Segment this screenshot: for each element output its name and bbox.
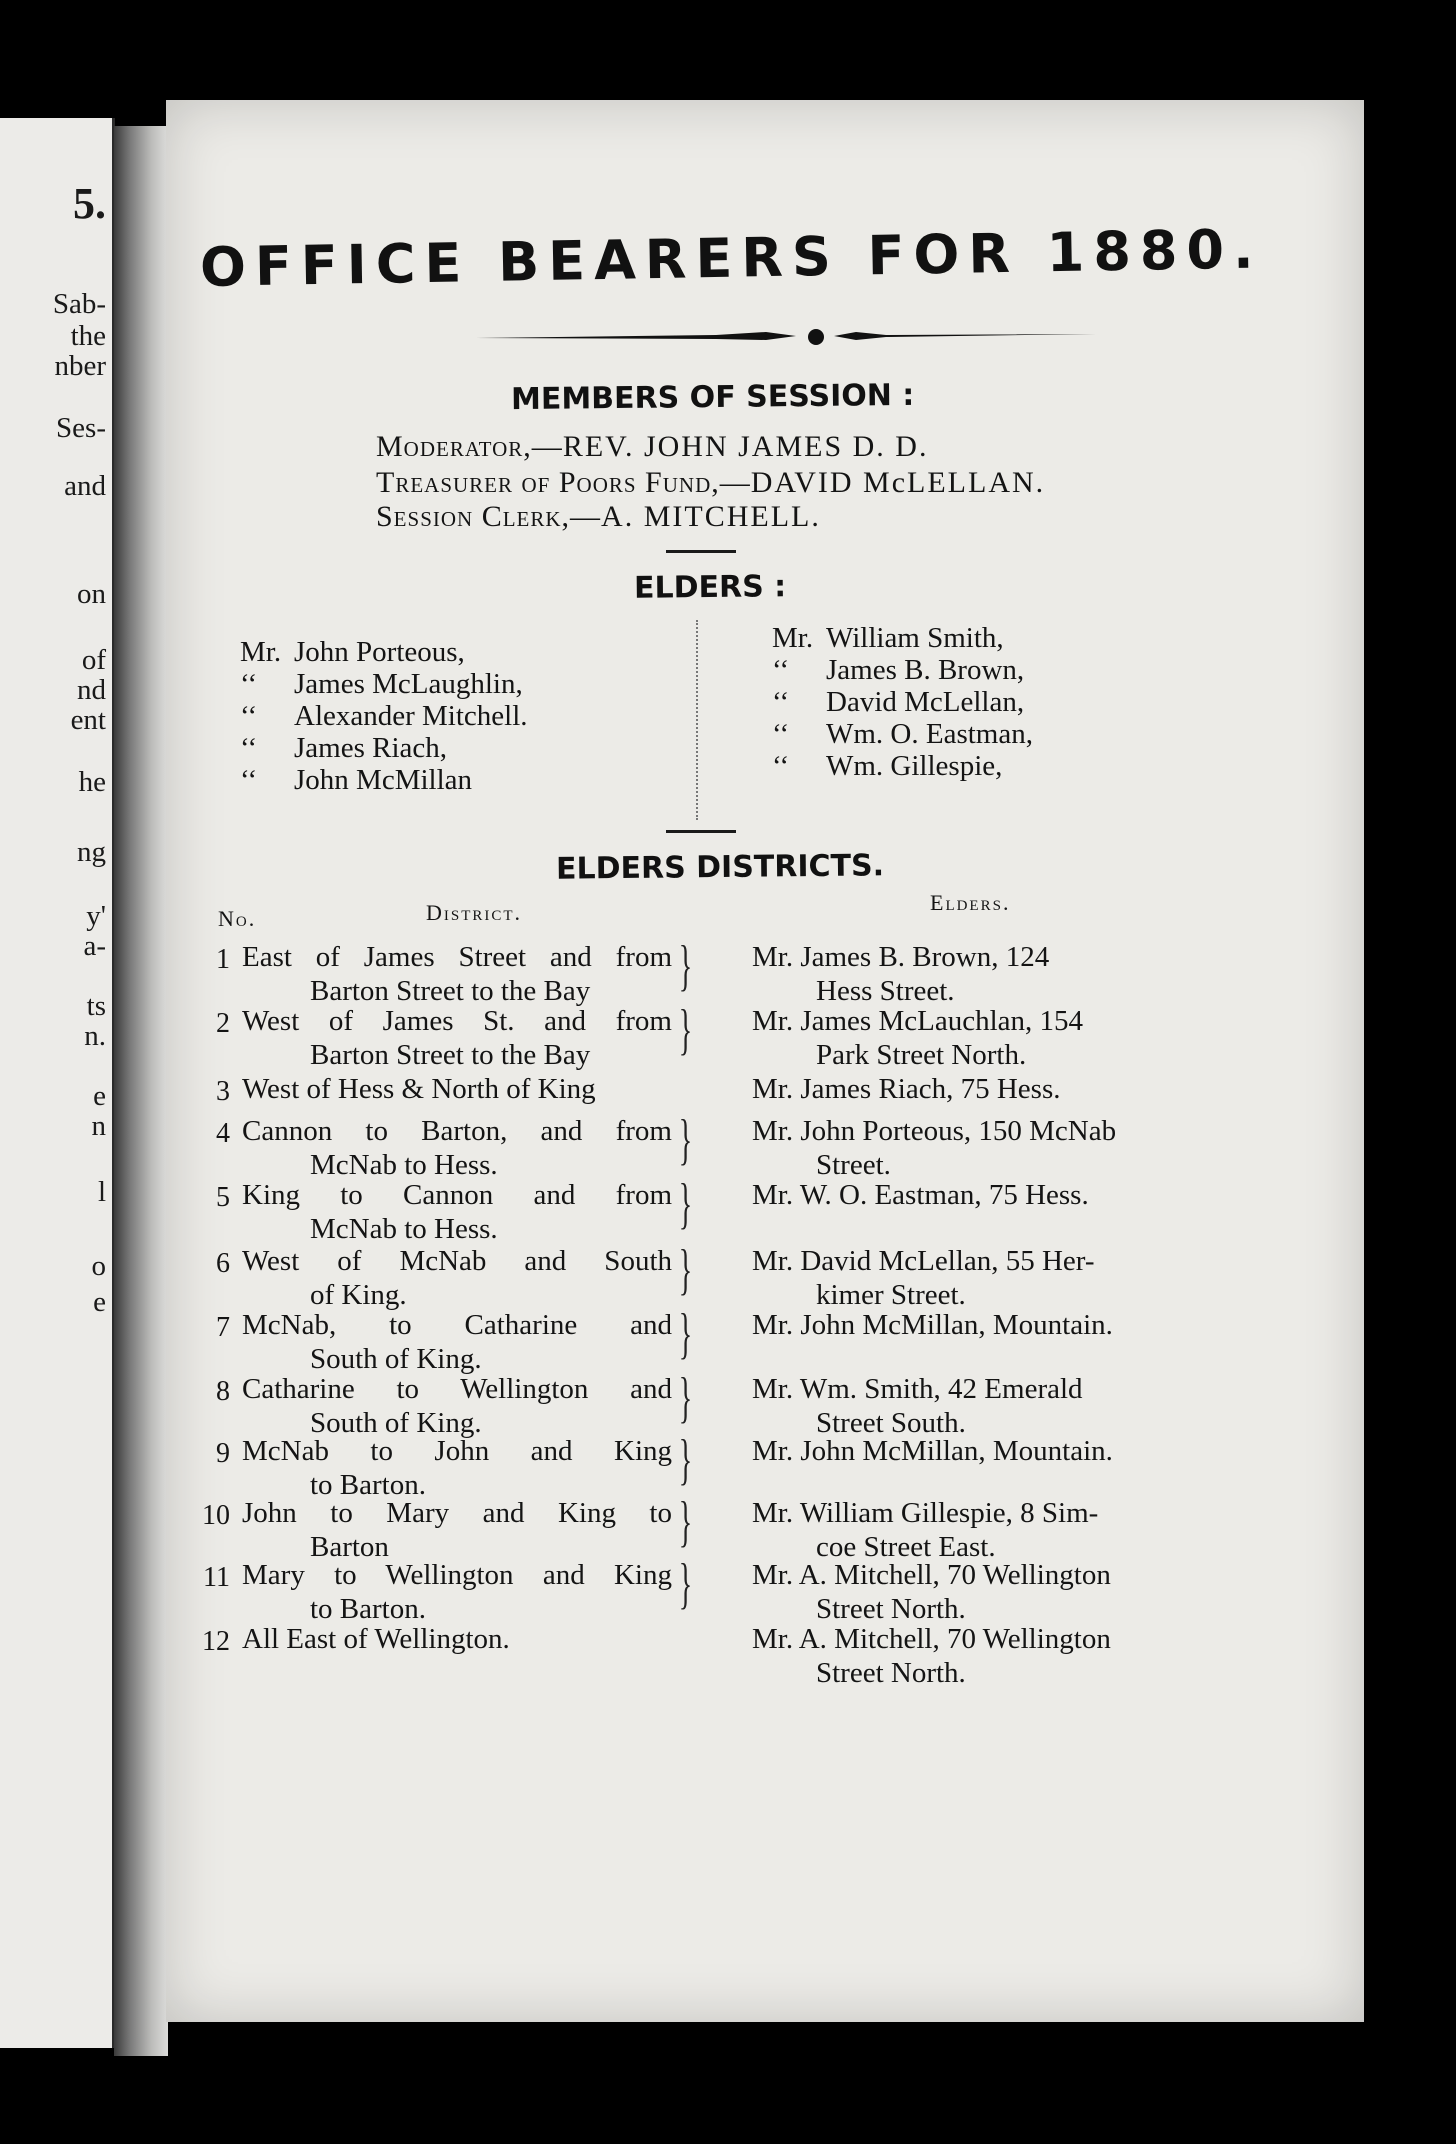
elder-name: James McLaughlin, xyxy=(294,668,523,700)
district-elder xyxy=(752,1622,1222,1690)
left-page-fragment: y' xyxy=(86,900,106,932)
session-role: Moderator,— xyxy=(376,430,563,463)
left-page-fragment: and xyxy=(64,470,106,502)
district-elder-line-2: Street North. xyxy=(816,1657,966,1689)
elder-left-5 xyxy=(240,764,472,797)
elder-left-1 xyxy=(240,636,465,669)
district-elder-line-1: Mr. James McLauchlan, 154 xyxy=(752,1005,1084,1037)
elder-prefix: Mr. xyxy=(240,636,282,668)
district-number: 12 xyxy=(202,1626,230,1657)
elder-left-3 xyxy=(240,700,528,733)
elder-right-3 xyxy=(772,686,1024,719)
elder-name: Alexander Mitchell. xyxy=(294,700,528,732)
left-page-fragment: nd xyxy=(77,674,106,706)
district-description xyxy=(242,940,672,1008)
district-elder xyxy=(752,1434,1222,1468)
district-elder xyxy=(752,1004,1222,1072)
elder-name: John McMillan xyxy=(294,764,473,796)
district-line-1: West of McNab and South xyxy=(242,1245,672,1277)
district-elder-line-2: kimer Street. xyxy=(816,1279,966,1311)
elder-prefix: ‘‘ xyxy=(240,668,258,700)
district-line-2: to Barton. xyxy=(310,1469,426,1501)
session-role: Session Clerk,— xyxy=(376,500,602,533)
session-name: DAVID McLELLAN. xyxy=(750,466,1046,499)
district-line-2: McNab to Hess. xyxy=(310,1213,498,1245)
elder-left-4 xyxy=(240,732,447,765)
district-elder-line-1: Mr. William Gillespie, 8 Sim- xyxy=(752,1497,1099,1529)
district-elder-line-1: Mr. A. Mitchell, 70 Wellington xyxy=(752,1623,1111,1655)
short-rule xyxy=(666,550,736,553)
left-page-fragment: e xyxy=(93,1080,106,1112)
left-page-fragment: a- xyxy=(83,930,106,962)
district-description xyxy=(242,1372,672,1440)
brace-icon: } xyxy=(678,1109,693,1171)
left-page-fragment: 5. xyxy=(73,179,106,228)
district-description xyxy=(242,1178,672,1246)
brace-icon: } xyxy=(678,1367,693,1429)
elder-name: John Porteous, xyxy=(294,636,465,668)
elder-right-1 xyxy=(772,622,1004,655)
district-number: 2 xyxy=(216,1008,230,1039)
elder-name: James Riach, xyxy=(294,732,448,764)
elders-heading: ELDERS : xyxy=(633,569,787,606)
left-page-fragment: n xyxy=(91,1110,106,1142)
district-line-1: West of Hess & North of King xyxy=(242,1073,596,1105)
district-elder-line-1: Mr. A. Mitchell, 70 Wellington xyxy=(752,1559,1111,1591)
brace-icon: } xyxy=(678,1553,693,1615)
district-number: 11 xyxy=(203,1562,230,1593)
district-elder-line-2: coe Street East. xyxy=(816,1531,996,1563)
district-elder-line-1: Mr. John Porteous, 150 McNab xyxy=(752,1115,1117,1147)
district-line-2: of King. xyxy=(310,1279,407,1311)
left-page-fragment: ts xyxy=(86,990,106,1022)
district-description xyxy=(242,1308,672,1376)
district-line-1: McNab, to Catharine and xyxy=(242,1309,672,1341)
district-elder-line-1: Mr. John McMillan, Mountain. xyxy=(752,1435,1113,1467)
district-line-1: John to Mary and King to xyxy=(242,1497,672,1529)
left-page-fragment: o xyxy=(91,1250,106,1282)
book-gutter xyxy=(114,126,168,2056)
elder-name: Wm. Gillespie, xyxy=(826,750,1003,782)
elders-districts-heading: ELDERS DISTRICTS. xyxy=(555,848,885,887)
elder-prefix: ‘‘ xyxy=(240,732,258,764)
elder-prefix: ‘‘ xyxy=(772,654,790,686)
brace-icon: } xyxy=(678,1239,693,1301)
elder-name: David McLellan, xyxy=(826,686,1025,718)
district-elder xyxy=(752,1558,1222,1626)
district-number: 5 xyxy=(216,1182,230,1213)
district-description xyxy=(242,1496,672,1564)
district-line-1: King to Cannon and from xyxy=(242,1179,672,1211)
district-elder-line-1: Mr. Wm. Smith, 42 Emerald xyxy=(752,1373,1083,1405)
left-page-fragment: on xyxy=(77,578,106,610)
district-elder-line-1: Mr. W. O. Eastman, 75 Hess. xyxy=(752,1179,1089,1211)
left-page-fragment: Ses- xyxy=(56,412,106,444)
district-line-2: McNab to Hess. xyxy=(310,1149,498,1181)
district-line-1: Mary to Wellington and King xyxy=(242,1559,672,1591)
district-elder-line-2: Street South. xyxy=(816,1407,966,1439)
district-line-2: South of King. xyxy=(310,1343,482,1375)
district-line-1: East of James Street and from xyxy=(242,941,672,973)
left-page-fragment: n. xyxy=(84,1020,106,1052)
session-name: REV. JOHN JAMES D. D. xyxy=(562,430,929,463)
elders-column-divider xyxy=(696,620,698,820)
brace-icon: } xyxy=(678,935,693,997)
brace-icon: } xyxy=(678,1491,693,1553)
district-number: 1 xyxy=(216,944,230,975)
district-number: 9 xyxy=(216,1438,230,1469)
district-elder-line-1: Mr. David McLellan, 55 Her- xyxy=(752,1245,1095,1277)
district-number: 4 xyxy=(216,1118,230,1149)
district-elder-line-1: Mr. John McMillan, Mountain. xyxy=(752,1309,1113,1341)
column-header-no: No. xyxy=(218,906,257,931)
district-elder-line-2: Park Street North. xyxy=(816,1039,1027,1071)
left-page-fragment: Sab- xyxy=(52,288,106,320)
district-elder xyxy=(752,1244,1222,1312)
session-line-moderator xyxy=(376,430,928,464)
ornament-divider-icon xyxy=(466,322,1106,352)
district-elder xyxy=(752,1072,1222,1106)
left-page-fragment: ent xyxy=(70,704,106,736)
elder-right-4 xyxy=(772,718,1033,751)
district-description xyxy=(242,1622,510,1656)
district-number: 8 xyxy=(216,1376,230,1407)
members-of-session-heading: MEMBERS OF SESSION : xyxy=(510,377,915,418)
left-page-edge xyxy=(0,118,115,2048)
brace-icon: } xyxy=(678,1429,693,1491)
district-description xyxy=(242,1114,672,1182)
elder-name: James B. Brown, xyxy=(826,654,1025,686)
district-elder-line-2: Street North. xyxy=(816,1593,966,1625)
district-number: 6 xyxy=(216,1248,230,1279)
brace-icon: } xyxy=(678,1303,693,1365)
district-number: 7 xyxy=(216,1312,230,1343)
district-description xyxy=(242,1434,672,1502)
document-page xyxy=(166,100,1364,2022)
district-elder xyxy=(752,1372,1222,1440)
district-line-1: McNab to John and King xyxy=(242,1435,672,1467)
district-line-2: South of King. xyxy=(310,1407,482,1439)
district-line-2: Barton Street to the Bay xyxy=(310,975,591,1007)
session-role: Treasurer of Poors Fund,— xyxy=(376,466,751,499)
elder-prefix: ‘‘ xyxy=(772,686,790,718)
column-header-district: District. xyxy=(426,900,523,925)
left-page-fragment: of xyxy=(81,644,106,676)
elder-right-5 xyxy=(772,750,1002,783)
district-elder-line-1: Mr. James B. Brown, 124 xyxy=(752,941,1050,973)
elder-prefix: ‘‘ xyxy=(772,718,790,750)
district-description xyxy=(242,1004,672,1072)
district-line-1: All East of Wellington. xyxy=(242,1623,510,1655)
district-elder xyxy=(752,1178,1222,1212)
district-elder-line-2: Hess Street. xyxy=(816,975,955,1007)
elder-left-2 xyxy=(240,668,523,701)
left-page-fragment: he xyxy=(78,766,106,798)
district-line-2: Barton xyxy=(310,1531,389,1563)
district-elder xyxy=(752,940,1222,1008)
district-elder xyxy=(752,1114,1222,1182)
page-title: OFFICE BEARERS FOR 1880. xyxy=(199,217,1264,299)
district-description xyxy=(242,1558,672,1626)
elder-prefix: ‘‘ xyxy=(772,750,790,782)
short-rule xyxy=(666,830,736,833)
left-page-fragment: l xyxy=(97,1176,106,1208)
left-page-fragment: e xyxy=(93,1286,106,1318)
elder-prefix: ‘‘ xyxy=(240,764,258,796)
district-description xyxy=(242,1244,672,1312)
district-elder xyxy=(752,1308,1222,1342)
session-line-clerk xyxy=(376,500,821,534)
elder-prefix: Mr. xyxy=(772,622,814,654)
district-number: 3 xyxy=(216,1076,230,1107)
district-description xyxy=(242,1072,596,1106)
session-name: A. MITCHELL. xyxy=(601,500,821,533)
session-line-treasurer xyxy=(376,466,1045,500)
district-line-1: Catharine to Wellington and xyxy=(242,1373,672,1405)
district-line-1: West of James St. and from xyxy=(242,1005,672,1037)
left-page-fragment: the xyxy=(70,320,106,352)
district-line-2: Barton Street to the Bay xyxy=(310,1039,591,1071)
elder-right-2 xyxy=(772,654,1024,687)
elder-prefix: ‘‘ xyxy=(240,700,258,732)
district-line-2: to Barton. xyxy=(310,1593,426,1625)
district-elder xyxy=(752,1496,1222,1564)
column-header-elders: Elders. xyxy=(930,890,1011,915)
brace-icon: } xyxy=(678,999,693,1061)
left-page-fragment: ng xyxy=(77,836,106,868)
district-line-1: Cannon to Barton, and from xyxy=(242,1115,672,1147)
district-elder-line-1: Mr. James Riach, 75 Hess. xyxy=(752,1073,1061,1105)
district-elder-line-2: Street. xyxy=(816,1149,891,1181)
elder-name: William Smith, xyxy=(826,622,1004,654)
district-number: 10 xyxy=(202,1500,230,1531)
left-page-fragment: nber xyxy=(54,350,106,382)
brace-icon: } xyxy=(678,1173,693,1235)
elder-name: Wm. O. Eastman, xyxy=(826,718,1033,750)
